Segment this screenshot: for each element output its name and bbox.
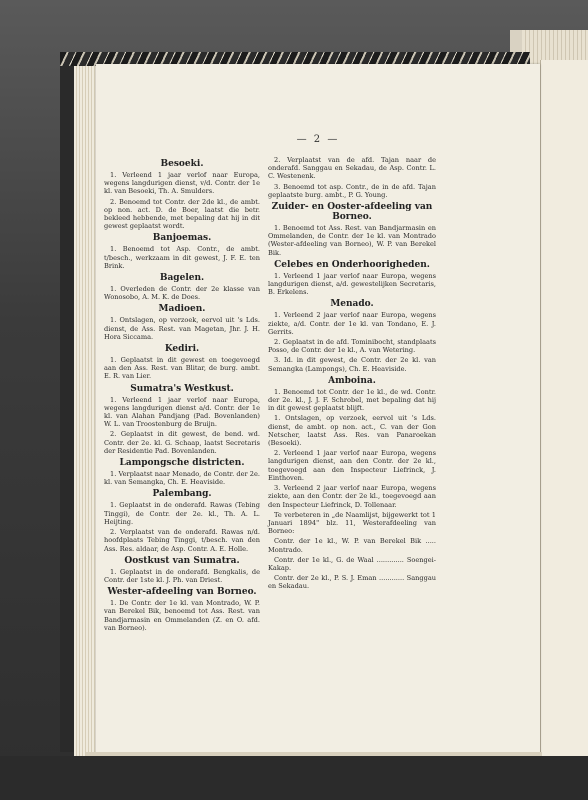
right-column (268, 156, 436, 593)
paragraph: 2. Geplaatst in de afd. Tominibocht, standplaats Posso, de Contr. der 1e kl., A. van Wetering. (268, 338, 436, 355)
section-heading: Madioen. (158, 304, 206, 315)
paragraph: 3. Benoemd tot asp. Contr., de in de afd. Tajan geplaatste burg. ambt., P. G. Young. (268, 182, 436, 199)
paragraph: 1. Overleden de Contr. der 2e klasse van Wonosobo, A. M. K. de Does. (104, 285, 260, 302)
paragraph: 1. Geplaatst in de onderafd. Bengkalis, de Contr. der 1ste kl. J. Ph. van Driest. (104, 567, 260, 584)
page-number: — 2 — (296, 134, 340, 145)
section-heading: Sumatra's Westkust. (130, 383, 234, 394)
paragraph: 1. Ontslagen, op verzoek, eervol uit 's Lds. dienst, de Ass. Rest. van Magetan, Jhr. J. H. Hora Siccama. (104, 316, 260, 341)
paragraph: 1. De Contr. der 1e kl. van Montrado, W. P. van Berekel Bik, benoemd tot Ass. Rest. van Bandjarmasin en Ommelanden (Z. en O. afd. van Borneo). (104, 599, 260, 632)
paragraph: Contr. der 1e kl., G. de Waal ............. Soengei-Kakap. (268, 555, 436, 572)
paragraph: 1. Benoemd tot Contr. der 1e kl., de wd. Contr. der 2e. kl., J. J. F. Schrobel, met bepaling dat hij in dit gewest geplaatst blijft. (268, 387, 436, 413)
section-heading: Wester-afdeeling van Borneo. (107, 587, 257, 598)
section-heading: Zuider- en Ooster-afdeeling van Borneo. (271, 202, 433, 223)
section-heading: Palembang. (152, 489, 212, 500)
section-heading: Besoeki. (160, 159, 204, 169)
paragraph: Contr. der 2e kl., P. S. J. Eman ............ Sanggau en Sekadau. (268, 574, 436, 591)
paragraph: 2. Geplaatst in dit gewest, de bend. wd. Contr. der 2e. kl. G. Schaap, laatst Secretaris der Residentie Pad. Bovenlanden. (104, 430, 260, 455)
paragraph: 1. Geplaatst in dit gewest en toegevoegd aan den Ass. Rest. van Blitar, de burg. ambt. E. R. van Lier. (104, 356, 260, 381)
paragraph: 3. Id. in dit gewest, de Contr. der 2e kl. van Semangka (Lampongs), Ch. E. Heaviside. (268, 356, 436, 373)
paragraph: 1. Verleend 1 jaar verlof naar Europa, wegens langdurigen dienst, a/d. gewestelijken Secretaris, B. Erkelens. (268, 271, 436, 297)
paragraph: 2. Verplaatst van de onderafd. Rawas n/d. hoofdplaats Tebing Tinggi, t/besch. van den Ass. Res. aldaar, de Asp. Contr. A. E. Holle. (104, 528, 260, 553)
paragraph: 3. Verleend 2 jaar verlof naar Europa, wegens ziekte, aan den Contr. der 2e kl., toegevoegd aan den Inspecteur Liefrinck, D. Tollenaar. (268, 484, 436, 509)
section-heading: Bagelen. (159, 273, 205, 284)
left-column (104, 156, 260, 634)
section-heading: Kediri. (164, 344, 200, 355)
paragraph: 2. Verleend 1 jaar verlof naar Europa, wegens langdurigen dienst, aan den Contr. der 2e kl., toegevoegd aan den Inspecteur Liefrinck, J. Einthoven. (268, 449, 436, 482)
paragraph: 1. Verleend 1 jaar verlof naar Europa, wegens langdurigen dienst, v/d. Contr. der 1e kl. van Besoeki, Th. A. Smulders. (104, 171, 260, 196)
paragraph: 1. Benoemd tot Ass. Rest. van Bandjarmasin en Ommelanden, de Contr. der 1e kl. van Montrado (Wester-afdeeling van Borneo), W. P. van Berekel Bik. (268, 224, 436, 257)
section-heading: Amboina. (328, 375, 376, 386)
paragraph: Te verbeteren in „de Naamlijst, bijgewerkt tot 1 Januari 1894" blz. 11, Westerafdeeling van Borneo: (268, 510, 436, 536)
section-heading: Celebes en Onderhoorigheden. (274, 259, 430, 270)
paragraph: 2. Benoemd tot Contr. der 2de kl., de ambt. op non. act. D. de Boer, laatst die betr. bekleed hebbende, met bepaling dat hij in dit gewest geplaatst wordt. (104, 197, 260, 231)
paragraph: 1. Benoemd tot Asp. Contr., de ambt. t/besch., werkzaam in dit gewest, J. F. E. ten Brink. (104, 245, 260, 270)
paragraph: 1. Ontslagen, op verzoek, eervol uit 's Lds. dienst, de ambt. op non. act., C. van der Gon Netscher, laatst Ass. Res. van Panaroekan (Besoeki). (268, 414, 436, 448)
adjacent-page (540, 60, 588, 760)
section-heading: Lampongsche districten. (119, 458, 245, 469)
paragraph: 1. Verleend 1 jaar verlof naar Europa, wegens langdurigen dienst a/d. Contr. der 1e kl. van Alahan Pandjang (Pad. Bovenlanden) W. L. van Troostenburg de Bruijn. (104, 395, 260, 429)
paragraph: 1. Geplaatst in de onderafd. Rawas (Tebing Tinggi), de Contr. der 2e. kl., Th. A. L. Heijting. (104, 501, 260, 526)
section-heading: Menado. (330, 299, 374, 310)
table-surface (0, 756, 588, 800)
paragraph: Contr. der 1e kl., W. P. van Berekel Bik ..... Montrado. (268, 537, 436, 554)
paragraph: 1. Verleend 2 jaar verlof naar Europa, wegens ziekte, a/d. Contr. der 1e kl. van Tondano, E. J. Gerrits. (268, 311, 436, 336)
paragraph: 2. Verplaatst van de afd. Tajan naar de onderafd. Sanggau en Sekadau, de Asp. Contr. L. C. Westenenk. (268, 156, 436, 181)
section-heading: Banjoemas. (152, 233, 212, 244)
section-heading: Oostkust van Sumatra. (124, 555, 240, 566)
paragraph: 1. Verplaatst naar Menado, de Contr. der 2e. kl. van Semangka, Ch. E. Heaviside. (104, 470, 260, 487)
